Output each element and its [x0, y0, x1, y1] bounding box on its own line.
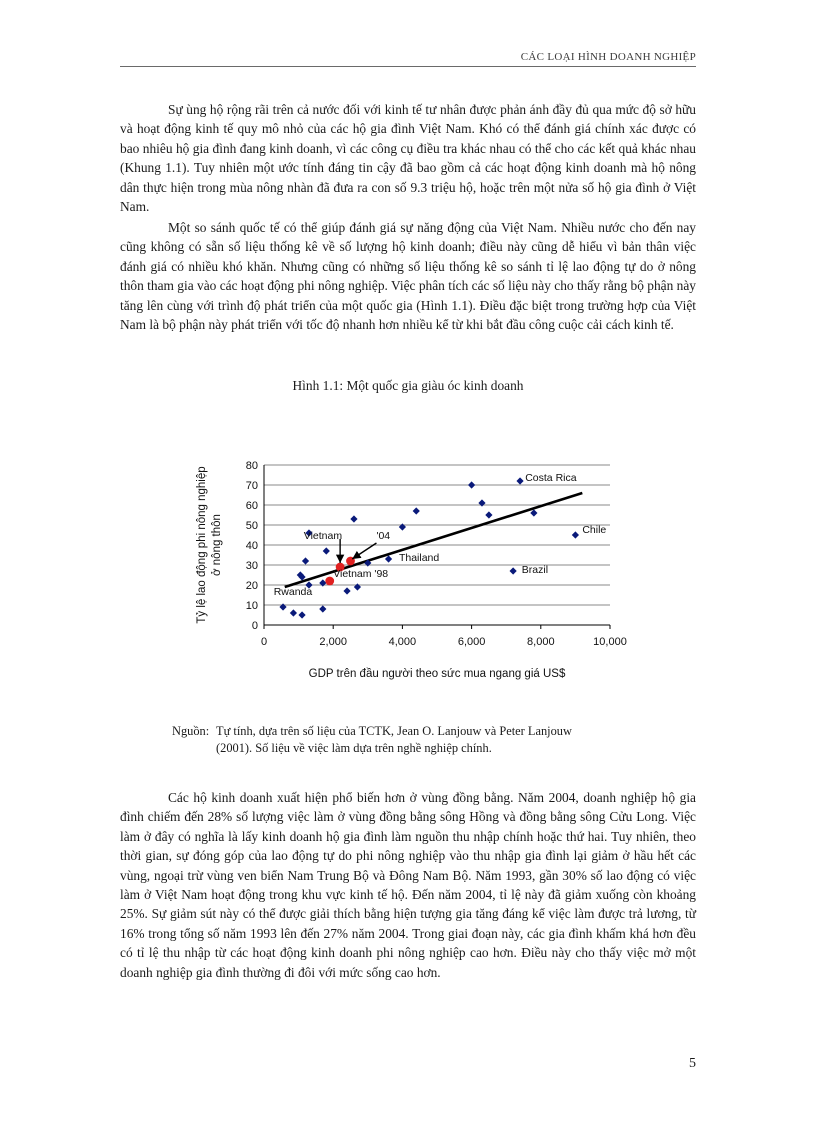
y-axis-label-line-2: ở nông thôn: [211, 514, 223, 576]
country-point: [290, 609, 297, 616]
x-tick-label: 10,000: [593, 636, 627, 648]
x-tick-label: 6,000: [457, 636, 486, 648]
y-tick-label: 20: [245, 580, 258, 592]
x-tick-label: 4,000: [388, 636, 417, 648]
paragraph-3: Các hộ kinh doanh xuất hiện phổ biến hơn ở vùng đồng bằng. Năm 2004, doanh nghiệp hộ gia đình chiếm đến 28% số lượng việc làm ở vùng đồng bằng sông Hồng và đồng bằng sông Cửu Long. Việc làm ở đây có nghĩa là lấy kinh doanh hộ gia đình làm nguồn thu nhập chính hoặc thứ hai. Tuy nhiên, theo thời gian, sự đóng góp của lao động tự do phi nông nghiệp vào thu nhập gia đình lại giảm ở hầu hết các vùng, ngoại trừ vùng ven biển Nam Trung Bộ và Đông Nam Bộ. Năm 1993, gần 30% số lao động có việc làm ở Việt Nam hoạt động trong khu vực kinh tế hộ. Đến năm 2004, tỉ lệ này đã giảm xuống còn khoảng 25%. Sự giảm sút này có thể được giải thích bằng hiện tượng gia tăng đáng kể việc làm được trả lương, từ 16% trong tổng số năm 1993 lên đến 27% năm 2004. Trong giai đoạn này, các gia đình khấm khá hơn đều có tỉ lệ thu nhập từ các hoạt động kinh doanh phi nông nghiệp cao hơn. Điều này cho thấy việc mở một doanh nghiệp gia đình thường đi đôi với mức sống cao hơn.: [120, 790, 696, 980]
paragraph-2: Một so sánh quốc tế có thể giúp đánh giá sự năng động của Việt Nam. Nhiều nước cho đến nay cũng không có sẵn số liệu thống kê về số lượng hộ kinh doanh; điều này cũng dễ hiểu vì bản thân việc đánh giá có nhiều khó khăn. Nhưng cũng có những số liệu thống kê so sánh tỉ lệ lao động tự do ở nông thôn tham gia vào các hoạt động phi nông nghiệp. Việc phân tích các số liệu này cho thấy rằng bộ phận này tăng lên cùng với trình độ phát triển của một quốc gia (Hình 1.1). Điều đặc biệt trong trường hợp của Việt Nam là bộ phận này phát triển với tốc độ nhanh hơn nhiều kể từ khi bắt đầu công cuộc cải cách kinh tế.: [120, 220, 696, 333]
country-point: [510, 567, 517, 574]
country-point: [354, 583, 361, 590]
point-annotation: Costa Rica: [525, 472, 577, 484]
country-point: [323, 547, 330, 554]
y-tick-label: 60: [245, 500, 258, 512]
scatter-chart: [180, 427, 636, 701]
country-point: [343, 587, 350, 594]
source-label: Nguồn:: [172, 724, 210, 738]
x-tick-label: 8,000: [527, 636, 555, 648]
y-tick-label: 0: [251, 620, 258, 632]
point-annotation: Chile: [582, 524, 607, 536]
point-annotation: Vietnam: [303, 530, 343, 542]
paragraph-1: Sự ùng hộ rộng rãi trên cả nước đối với kinh tế tư nhân được phản ánh đầy đủ qua mức độ sở hữu và hoạt động kinh tế quy mô nhỏ của các hộ gia đình Việt Nam. Khó có thể đánh giá chính xác được có bao nhiêu hộ gia đình đang kinh doanh, vì các công cụ điều tra khác nhau có thể cho các kết quả khác nhau (Khung 1.1). Tuy nhiên một ước tính đáng tin cậy đã bao gồm cả các hoạt động kinh doanh mà hộ nông dân thực hiện trong mùa nông nhàn đã đưa ra con số 9.3 triệu hộ, hoặc trên một nửa số hộ gia đình ở Việt Nam.: [120, 102, 696, 215]
country-point: [413, 507, 420, 514]
point-annotation: '04: [376, 530, 391, 542]
country-point: [385, 555, 392, 562]
x-tick-label: 0: [260, 636, 268, 648]
y-tick-label: 50: [245, 520, 258, 532]
running-head-title: CÁC LOẠI HÌNH DOANH NGHIỆP: [520, 51, 696, 63]
page-number: 5: [689, 1056, 696, 1071]
country-point: [572, 531, 579, 538]
y-tick-label: 70: [245, 480, 258, 492]
x-tick-label: 2,000: [319, 636, 347, 648]
country-point: [319, 605, 326, 612]
country-point: [302, 557, 309, 564]
y-tick-label: 40: [245, 540, 258, 552]
country-point: [279, 603, 286, 610]
country-point: [468, 481, 475, 488]
source-line-2: (2001). Số liệu về việc làm dựa trên nghề nghiệp chính.: [216, 741, 492, 755]
figure-title: Hình 1.1: Một quốc gia giàu óc kinh doanh: [292, 378, 524, 393]
point-annotation: Vietnam '98: [333, 568, 389, 580]
country-point: [399, 523, 406, 530]
country-point: [319, 579, 326, 586]
point-annotation: Thailand: [398, 552, 440, 564]
figure-source: [172, 723, 672, 757]
country-point: [485, 511, 492, 518]
point-annotation: Brazil: [521, 564, 549, 576]
y-tick-label: 10: [245, 600, 258, 612]
country-point: [298, 611, 305, 618]
point-annotation: Rwanda: [273, 586, 313, 598]
country-point: [350, 515, 357, 522]
y-tick-label: 80: [245, 460, 258, 472]
x-axis-label: GDP trên đầu người theo sức mua ngang giá US$: [308, 668, 566, 680]
country-point: [516, 477, 523, 484]
source-line-1: Tự tính, dựa trên số liệu của TCTK, Jean O. Lanjouw và Peter Lanjouw: [216, 724, 572, 738]
country-point: [530, 509, 537, 516]
header-rule: [120, 66, 696, 67]
y-tick-label: 30: [245, 560, 258, 572]
country-point: [478, 499, 485, 506]
y-axis-label-line-1: Tỷ lệ lao động phi nông nghiệp: [196, 466, 208, 624]
